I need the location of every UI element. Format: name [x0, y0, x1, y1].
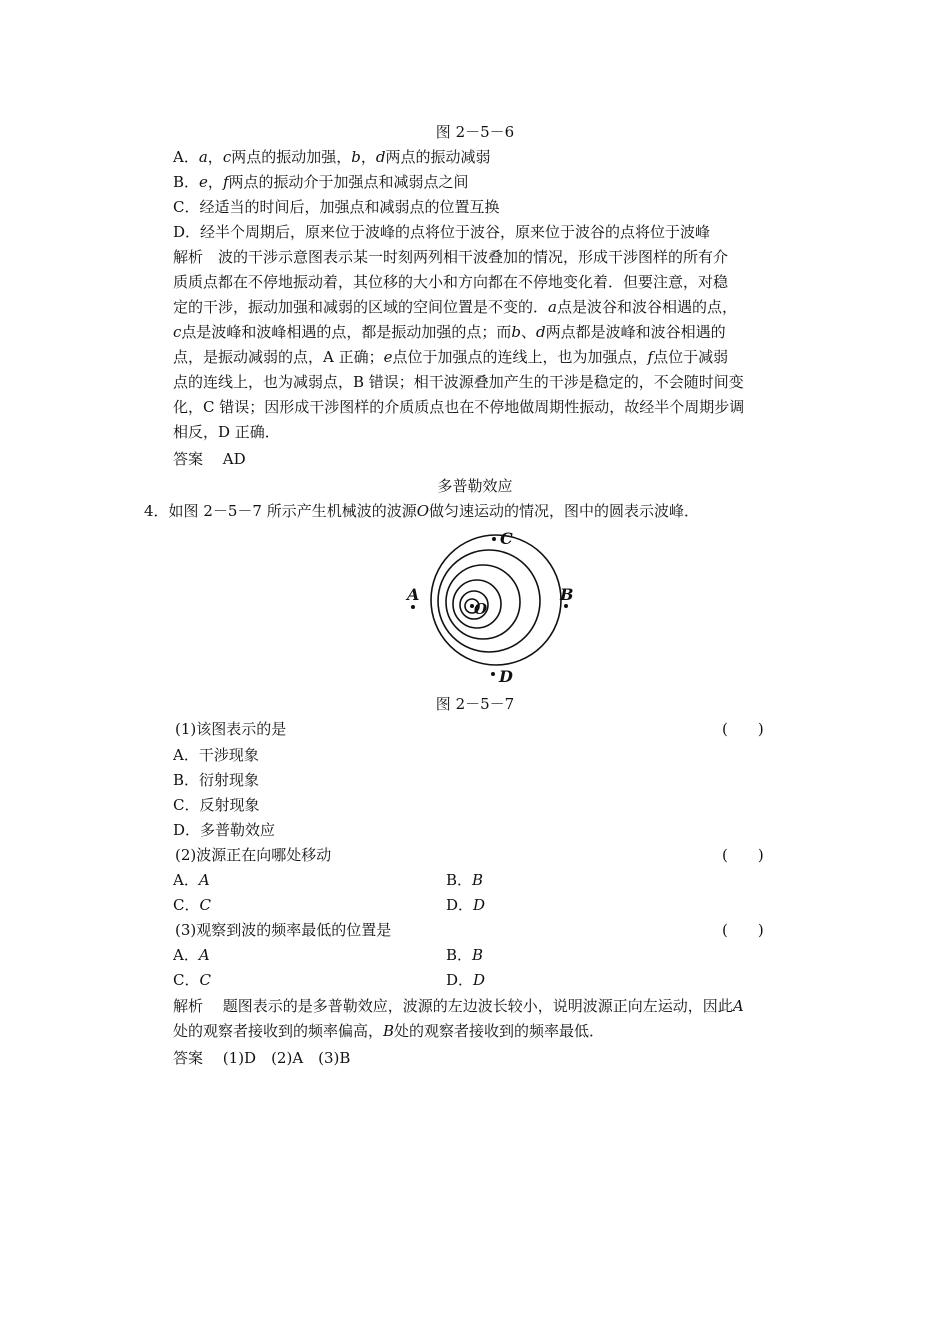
q4-sub1-option: C．反射现象 [173, 796, 260, 814]
q3-analysis-line: 相反，D 正确． [173, 423, 280, 441]
figure-caption-2-5-6: 图 2－5－6 [435, 123, 515, 141]
q4-sub2-option-b: B．B [446, 871, 484, 889]
point-a-label: A [407, 585, 420, 604]
q4-sub3-option-a: A．A [173, 946, 210, 964]
q3-analysis-line: 点，是振动减弱的点，A 正确；e点位于加强点的连线上，也为加强点，f点位于减弱 [173, 348, 729, 366]
q4-sub1-option: B．衍射现象 [173, 771, 260, 789]
q4-sub1-option: A．干涉现象 [173, 746, 259, 764]
q3-option-b: B．e，f两点的振动介于加强点和减弱点之间 [173, 173, 469, 191]
q3-analysis-line: 化，C 错误；因形成干涉图样的介质质点也在不停地做周期性振动，故经半个周期步调 [173, 398, 745, 416]
q4-stem: 4．如图 2－5－7 所示产生机械波的波源O做匀速运动的情况，图中的圆表示波峰． [144, 502, 700, 520]
q4-sub2-question: (2)波源正在向哪处移动 [175, 846, 332, 864]
q3-analysis-line: 点的连线上，也为减弱点，B 错误；相干波源叠加产生的干涉是稳定的，不会随时间变 [173, 373, 744, 391]
answer-bracket: ( ) [722, 846, 764, 864]
point-d-label: D [499, 667, 513, 686]
point-d-dot [491, 672, 495, 676]
q3-option-d: D．经半个周期后，原来位于波峰的点将位于波谷，原来位于波谷的点将位于波峰 [173, 223, 711, 241]
q4-sub3-option-b: B．B [446, 946, 484, 964]
q4-answer: 答案 (1)D (2)A (3)B [173, 1049, 351, 1067]
wave-crest-circle [431, 535, 561, 665]
figure-caption-2-5-7: 图 2－5－7 [435, 695, 515, 713]
q4-sub2-option-c: C．C [173, 896, 211, 914]
point-c-dot [492, 537, 496, 541]
source-o-label: O [474, 600, 488, 618]
q4-analysis-line: 处的观察者接收到的频率偏高，B处的观察者接收到的频率最低． [173, 1022, 605, 1040]
answer-bracket: ( ) [722, 921, 764, 939]
answer-bracket: ( ) [722, 720, 764, 738]
q4-sub3-option-c: C．C [173, 971, 211, 989]
point-a-dot [411, 605, 415, 609]
q4-sub1-option: D．多普勒效应 [173, 821, 276, 839]
q3-analysis-line: 质质点都在不停地振动着，其位移的大小和方向都在不停地变化着．但要注意，对稳 [173, 273, 729, 291]
q3-option-c: C．经适当的时间后，加强点和减弱点的位置互换 [173, 198, 500, 216]
q3-analysis-line: 定的干涉，振动加强和减弱的区域的空间位置是不变的．a点是波谷和波谷相遇的点， [173, 298, 737, 316]
q4-sub3-option-d: D．D [446, 971, 486, 989]
q4-sub1-question: (1)该图表示的是 [175, 720, 287, 738]
q4-sub3-question: (3)观察到波的频率最低的位置是 [175, 921, 392, 939]
doppler-wave-figure [395, 522, 585, 687]
q3-analysis-line: 解析 波的干涉示意图表示某一时刻两列相干波叠加的情况，形成干涉图样的所有介 [173, 248, 729, 266]
q4-sub2-option-a: A．A [173, 871, 210, 889]
section-title: 多普勒效应 [437, 477, 513, 495]
q3-answer: 答案 AD [173, 450, 246, 468]
q4-analysis-line: 解析 题图表示的是多普勒效应，波源的左边波长较小，说明波源正向左运动，因此A [173, 997, 744, 1015]
q4-sub2-option-d: D．D [446, 896, 486, 914]
q3-option-a: A．a，c两点的振动加强，b，d两点的振动减弱 [173, 148, 491, 166]
q3-analysis-line: c点是波峰和波峰相遇的点，都是振动加强的点；而b、d两点都是波峰和波谷相遇的 [173, 323, 726, 341]
point-c-label: C [500, 529, 513, 548]
point-b-label: B [560, 585, 574, 604]
point-b-dot [564, 604, 568, 608]
